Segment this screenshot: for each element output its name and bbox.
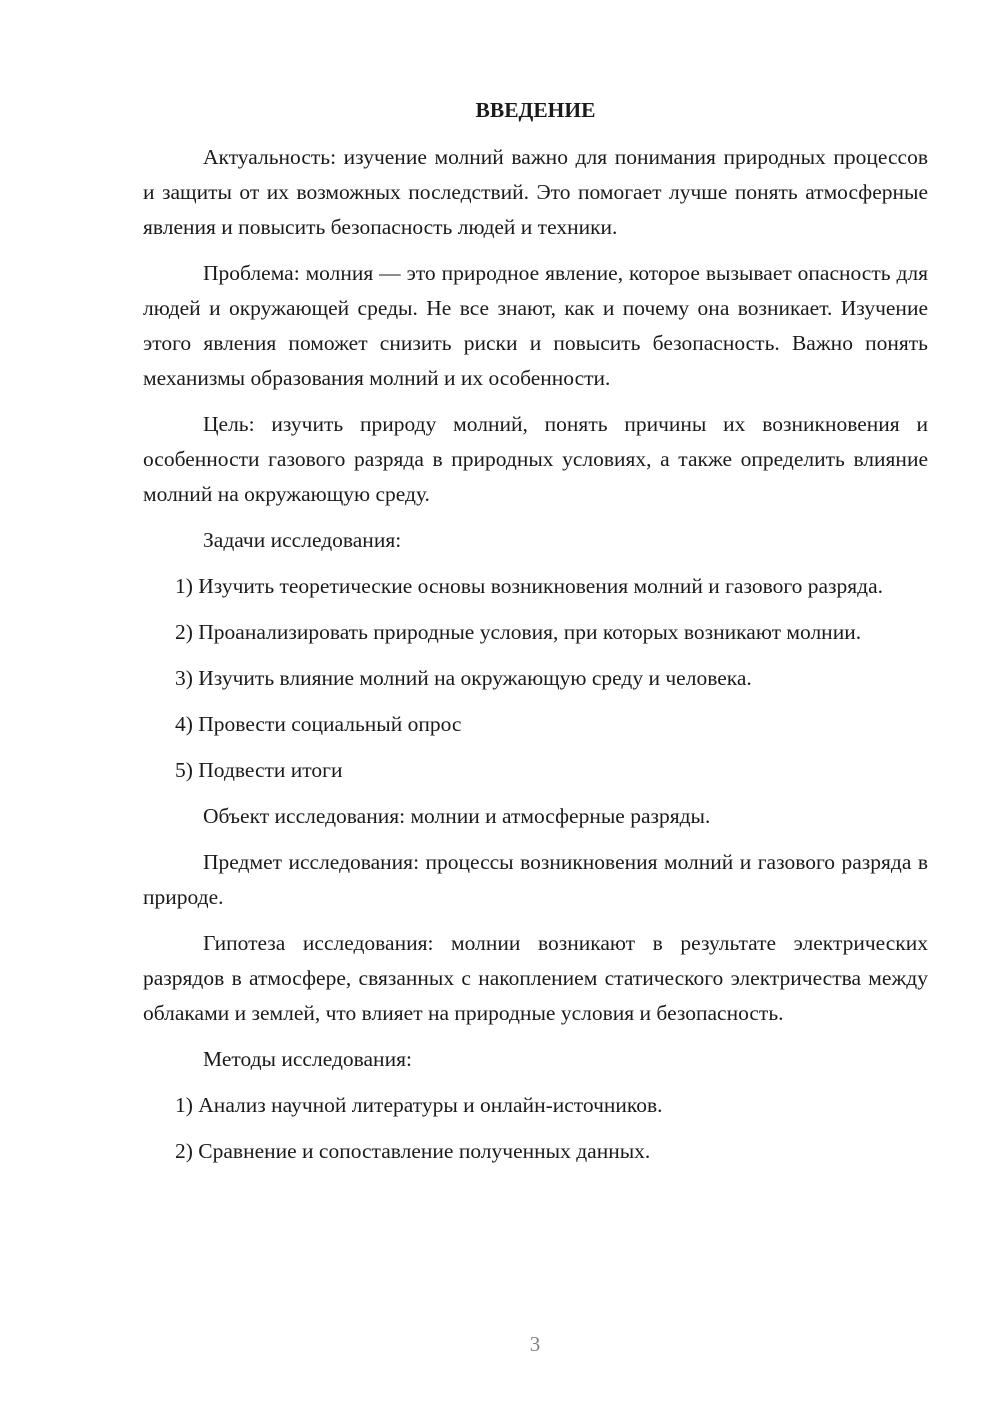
- task-item-4: 4) Провести социальный опрос: [175, 712, 462, 736]
- task-item-2: 2) Проанализировать природные условия, при которых возникают молнии.: [175, 620, 862, 644]
- method-item-2: 2) Сравнение и сопоставление полученных данных.: [175, 1139, 651, 1163]
- paragraph-relevance: Актуальность: изучение молний важно для понимания природных процессов и защиты от их возможных последствий. Это помогает лучше понять атмосферные явления и повысить безопасность людей и техники.: [143, 145, 928, 239]
- paragraph-problem: Проблема: молния — это природное явление, которое вызывает опасность для людей и окружающей среды. Не все знают, как и почему она возникает. Изучение этого явления поможет снизить риски и повысить безопасность. Важно понять механизмы образования молний и их особенности.: [143, 261, 928, 390]
- page-number: 3: [529, 1332, 541, 1356]
- page-title: ВВЕДЕНИЕ: [475, 98, 596, 122]
- paragraph-goal: Цель: изучить природу молний, понять причины их возникновения и особенности газового разряда в природных условиях, а также определить влияние молний на окружающую среду.: [143, 412, 928, 506]
- task-item-1: 1) Изучить теоретические основы возникновения молний и газового разряда.: [175, 574, 884, 598]
- task-item-5: 5) Подвести итоги: [175, 758, 343, 782]
- task-item-3: 3) Изучить влияние молний на окружающую среду и человека.: [175, 666, 752, 690]
- methods-intro: Методы исследования:: [203, 1047, 412, 1071]
- method-item-1: 1) Анализ научной литературы и онлайн-источников.: [175, 1093, 663, 1117]
- paragraph-hypothesis: Гипотеза исследования: молнии возникают в результате электрических разрядов в атмосфере, связанных с накоплением статического электричества между облаками и землей, что влияет на природные условия и безопасность.: [143, 931, 928, 1025]
- document-page: [143, 92, 928, 1180]
- paragraph-subject: Предмет исследования: процессы возникновения молний и газового разряда в природе.: [143, 850, 928, 909]
- tasks-intro: Задачи исследования:: [203, 528, 402, 552]
- paragraph-object: Объект исследования: молнии и атмосферные разряды.: [203, 804, 711, 828]
